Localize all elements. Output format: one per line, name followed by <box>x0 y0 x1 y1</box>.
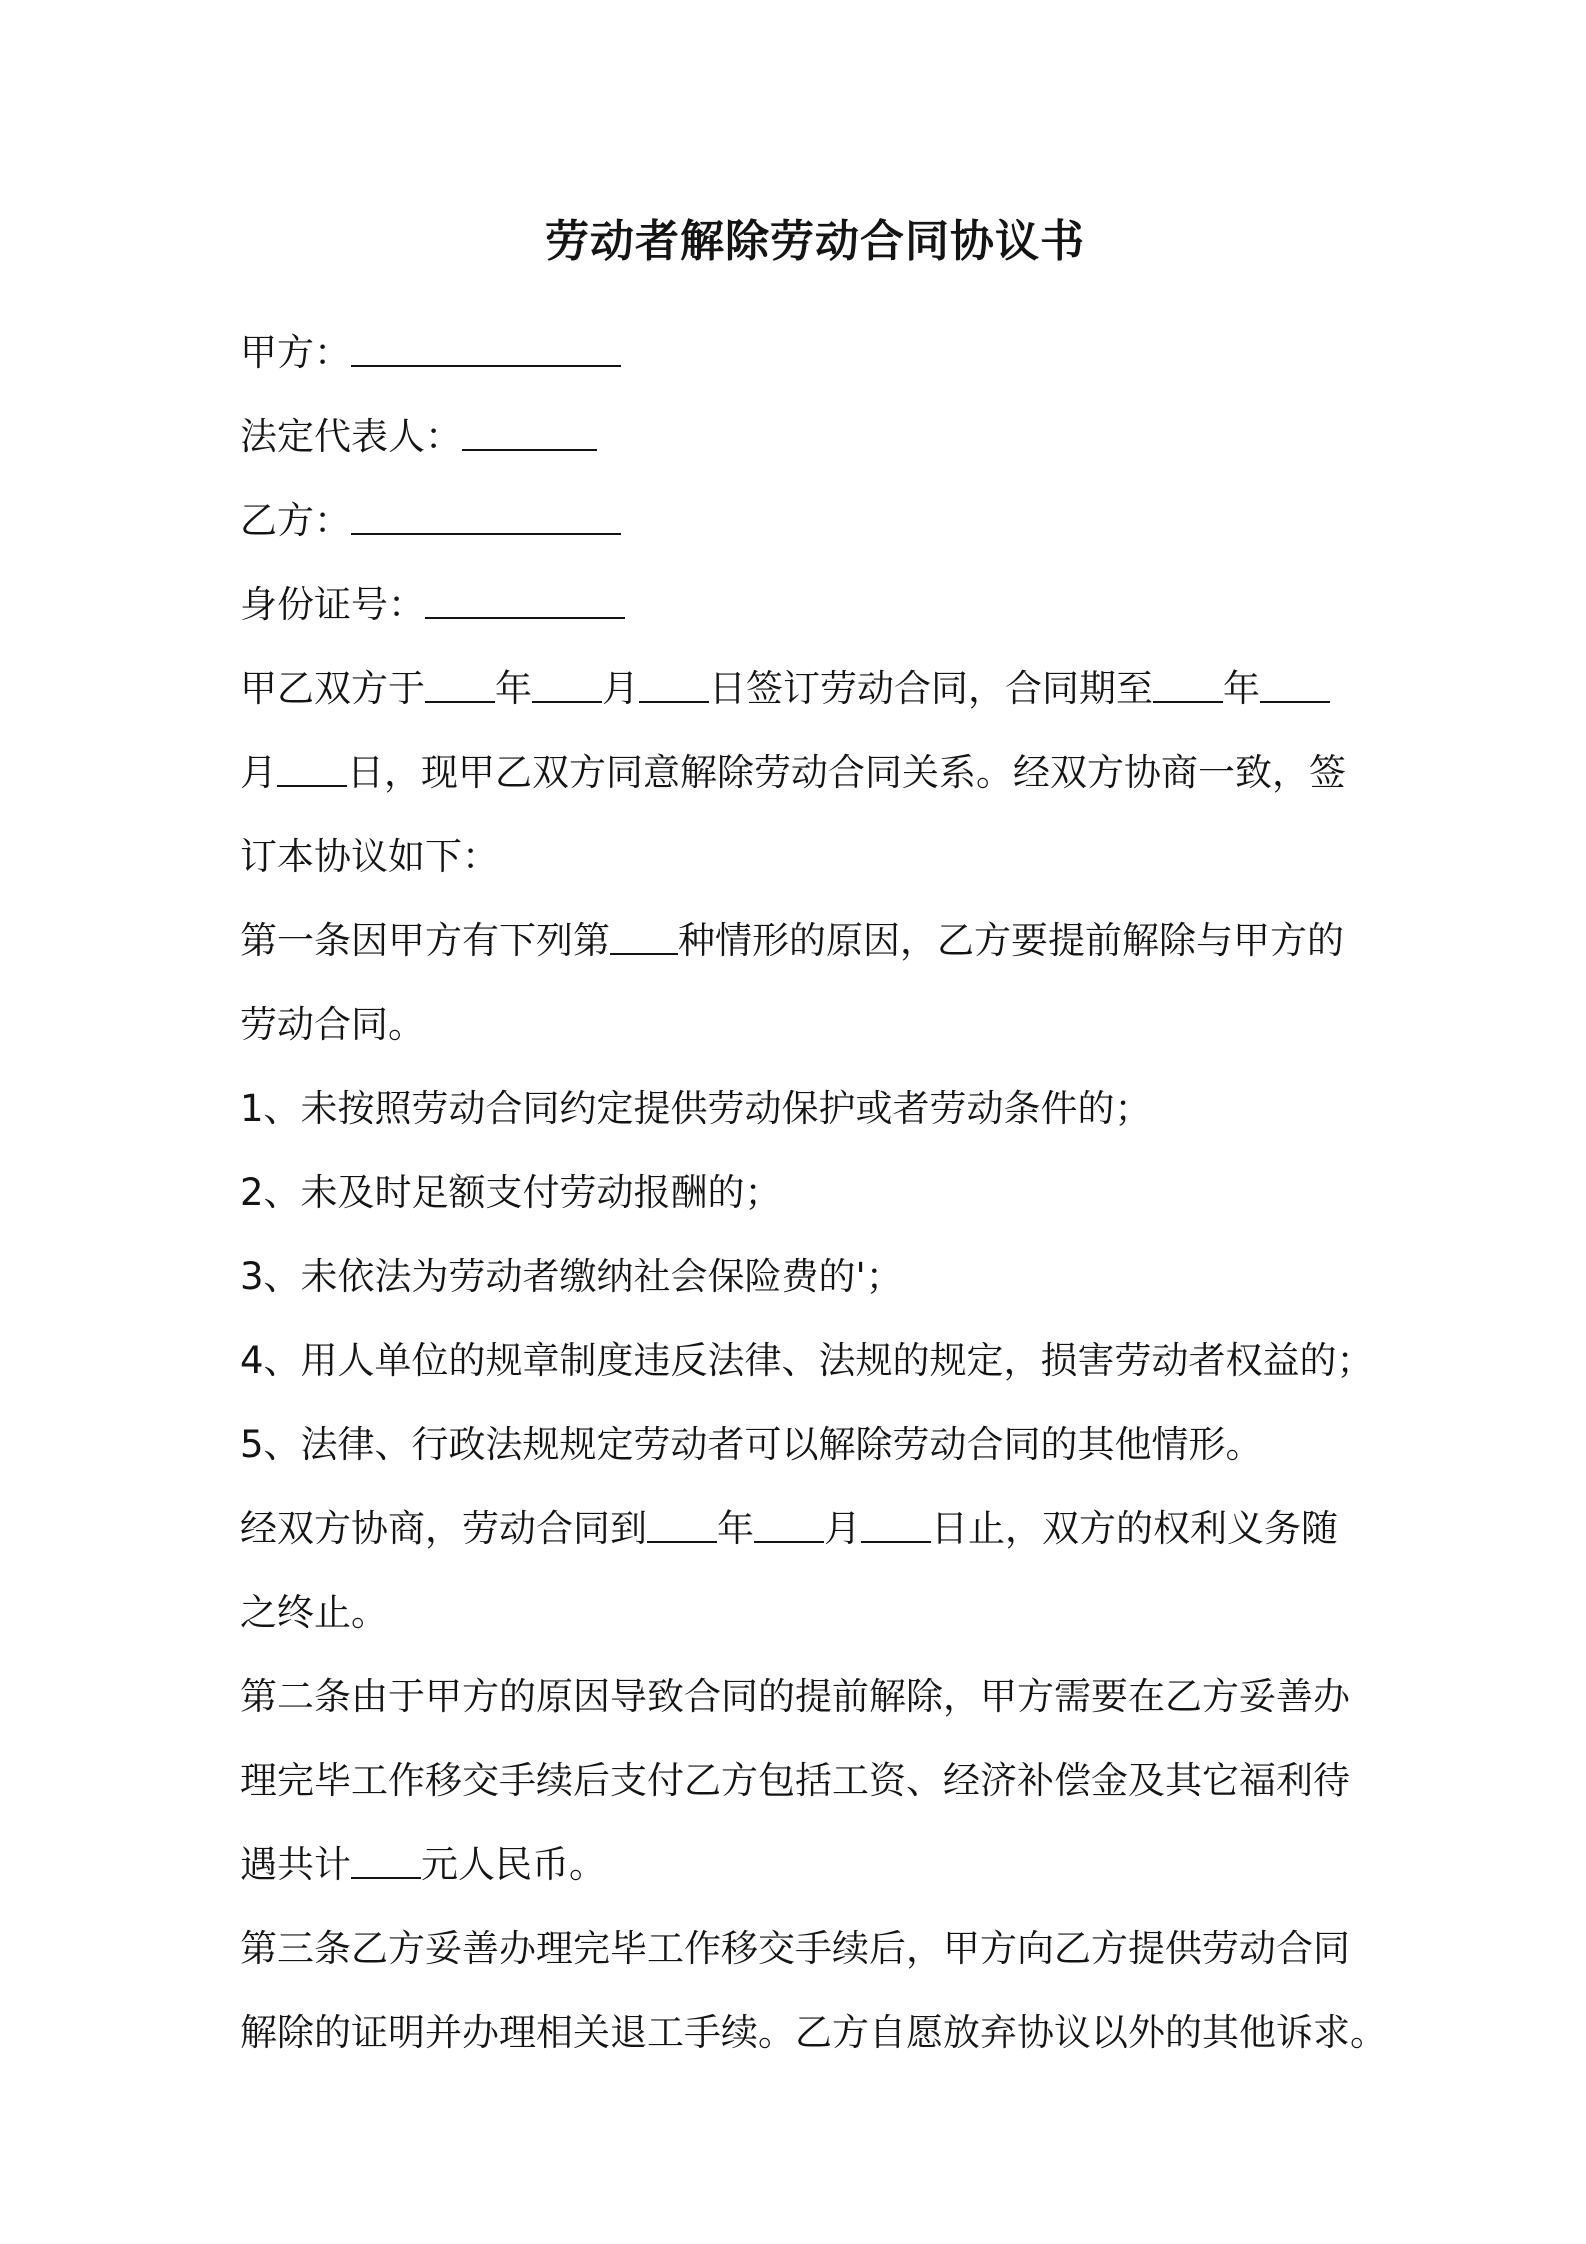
article-1-text: 劳动合同。 <box>240 1003 425 1046</box>
end-day-blank <box>277 741 347 787</box>
list-item: 2、未及时足额支付劳动报酬的； <box>240 1171 782 1214</box>
end-year-blank <box>1153 657 1223 703</box>
sign-day-blank <box>639 657 709 703</box>
legal-rep-label: 法定代表人： <box>240 415 462 458</box>
month-text: 月 <box>602 667 639 710</box>
document-title: 劳动者解除劳动合同协议书 <box>545 216 1085 267</box>
article-3-line-1: 第三条乙方妥善办理完毕工作移交手续后，甲方向乙方提供劳动合同 <box>240 1927 1350 1970</box>
termination-month-blank <box>754 1497 824 1543</box>
document-page <box>240 205 1400 2075</box>
party-b-line <box>240 479 1400 563</box>
year-text: 年 <box>1223 667 1260 710</box>
article-2-line-2: 理完毕工作移交手续后支付乙方包括工资、经济补偿金及其它福利待 <box>240 1759 1350 1802</box>
termination-line-2 <box>240 1571 1400 1655</box>
month-text: 月 <box>240 751 277 794</box>
sign-month-blank <box>532 657 602 703</box>
id-number-line <box>240 563 1400 647</box>
intro-line-1 <box>240 647 1400 731</box>
list-item: 1、未按照劳动合同约定提供劳动保护或者劳动条件的； <box>240 1087 1152 1130</box>
intro-text: 订本协议如下： <box>240 835 499 878</box>
amount-blank <box>351 1833 421 1879</box>
legal-rep-line <box>240 395 1400 479</box>
article-2-line-1: 第二条由于甲方的原因导致合同的提前解除，甲方需要在乙方妥善办 <box>240 1675 1350 1718</box>
month-text: 月 <box>824 1507 861 1550</box>
article-1-text: 第一条因甲方有下列第 <box>240 919 610 962</box>
article-3-line-2: 解除的证明并办理相关退工手续。乙方自愿放弃协议以外的其他诉求。 <box>240 2011 1387 2054</box>
article-1-text: 种情形的原因，乙方要提前解除与甲方的 <box>678 919 1344 962</box>
party-a-line <box>240 311 1400 395</box>
id-number-label: 身份证号： <box>240 583 425 626</box>
list-item: 5、法律、行政法规规定劳动者可以解除劳动合同的其他情形。 <box>240 1423 1263 1466</box>
termination-year-blank <box>647 1497 717 1543</box>
article-1-line-1 <box>240 899 1400 983</box>
list-item: 4、用人单位的规章制度违反法律、法规的规定，损害劳动者权益的； <box>240 1339 1374 1382</box>
termination-text: 日止，双方的权利义务随 <box>931 1507 1338 1550</box>
intro-text: 日签订劳动合同，合同期至 <box>709 667 1153 710</box>
termination-text: 经双方协商，劳动合同到 <box>240 1507 647 1550</box>
list-item: 3、未依法为劳动者缴纳社会保险费的'； <box>240 1255 903 1298</box>
sign-year-blank <box>425 657 495 703</box>
legal-rep-blank <box>462 405 597 451</box>
intro-line-2 <box>240 731 1400 815</box>
intro-text: 甲乙双方于 <box>240 667 425 710</box>
end-month-blank <box>1260 657 1330 703</box>
article-1-line-2 <box>240 983 1400 1067</box>
situation-number-blank <box>610 909 678 955</box>
termination-text: 之终止。 <box>240 1591 388 1634</box>
party-a-blank <box>351 321 621 367</box>
termination-line-1 <box>240 1487 1400 1571</box>
intro-text: 日，现甲乙双方同意解除劳动合同关系。经双方协商一致，签 <box>347 751 1346 794</box>
year-text: 年 <box>717 1507 754 1550</box>
article-2-text: 遇共计 <box>240 1843 351 1886</box>
article-2-text: 元人民币。 <box>421 1843 606 1886</box>
id-number-blank <box>425 573 625 619</box>
party-b-blank <box>351 489 621 535</box>
party-a-label: 甲方： <box>240 331 351 374</box>
year-text: 年 <box>495 667 532 710</box>
termination-day-blank <box>861 1497 931 1543</box>
party-b-label: 乙方： <box>240 499 351 542</box>
article-2-line-3 <box>240 1823 1400 1907</box>
intro-line-3 <box>240 815 1400 899</box>
